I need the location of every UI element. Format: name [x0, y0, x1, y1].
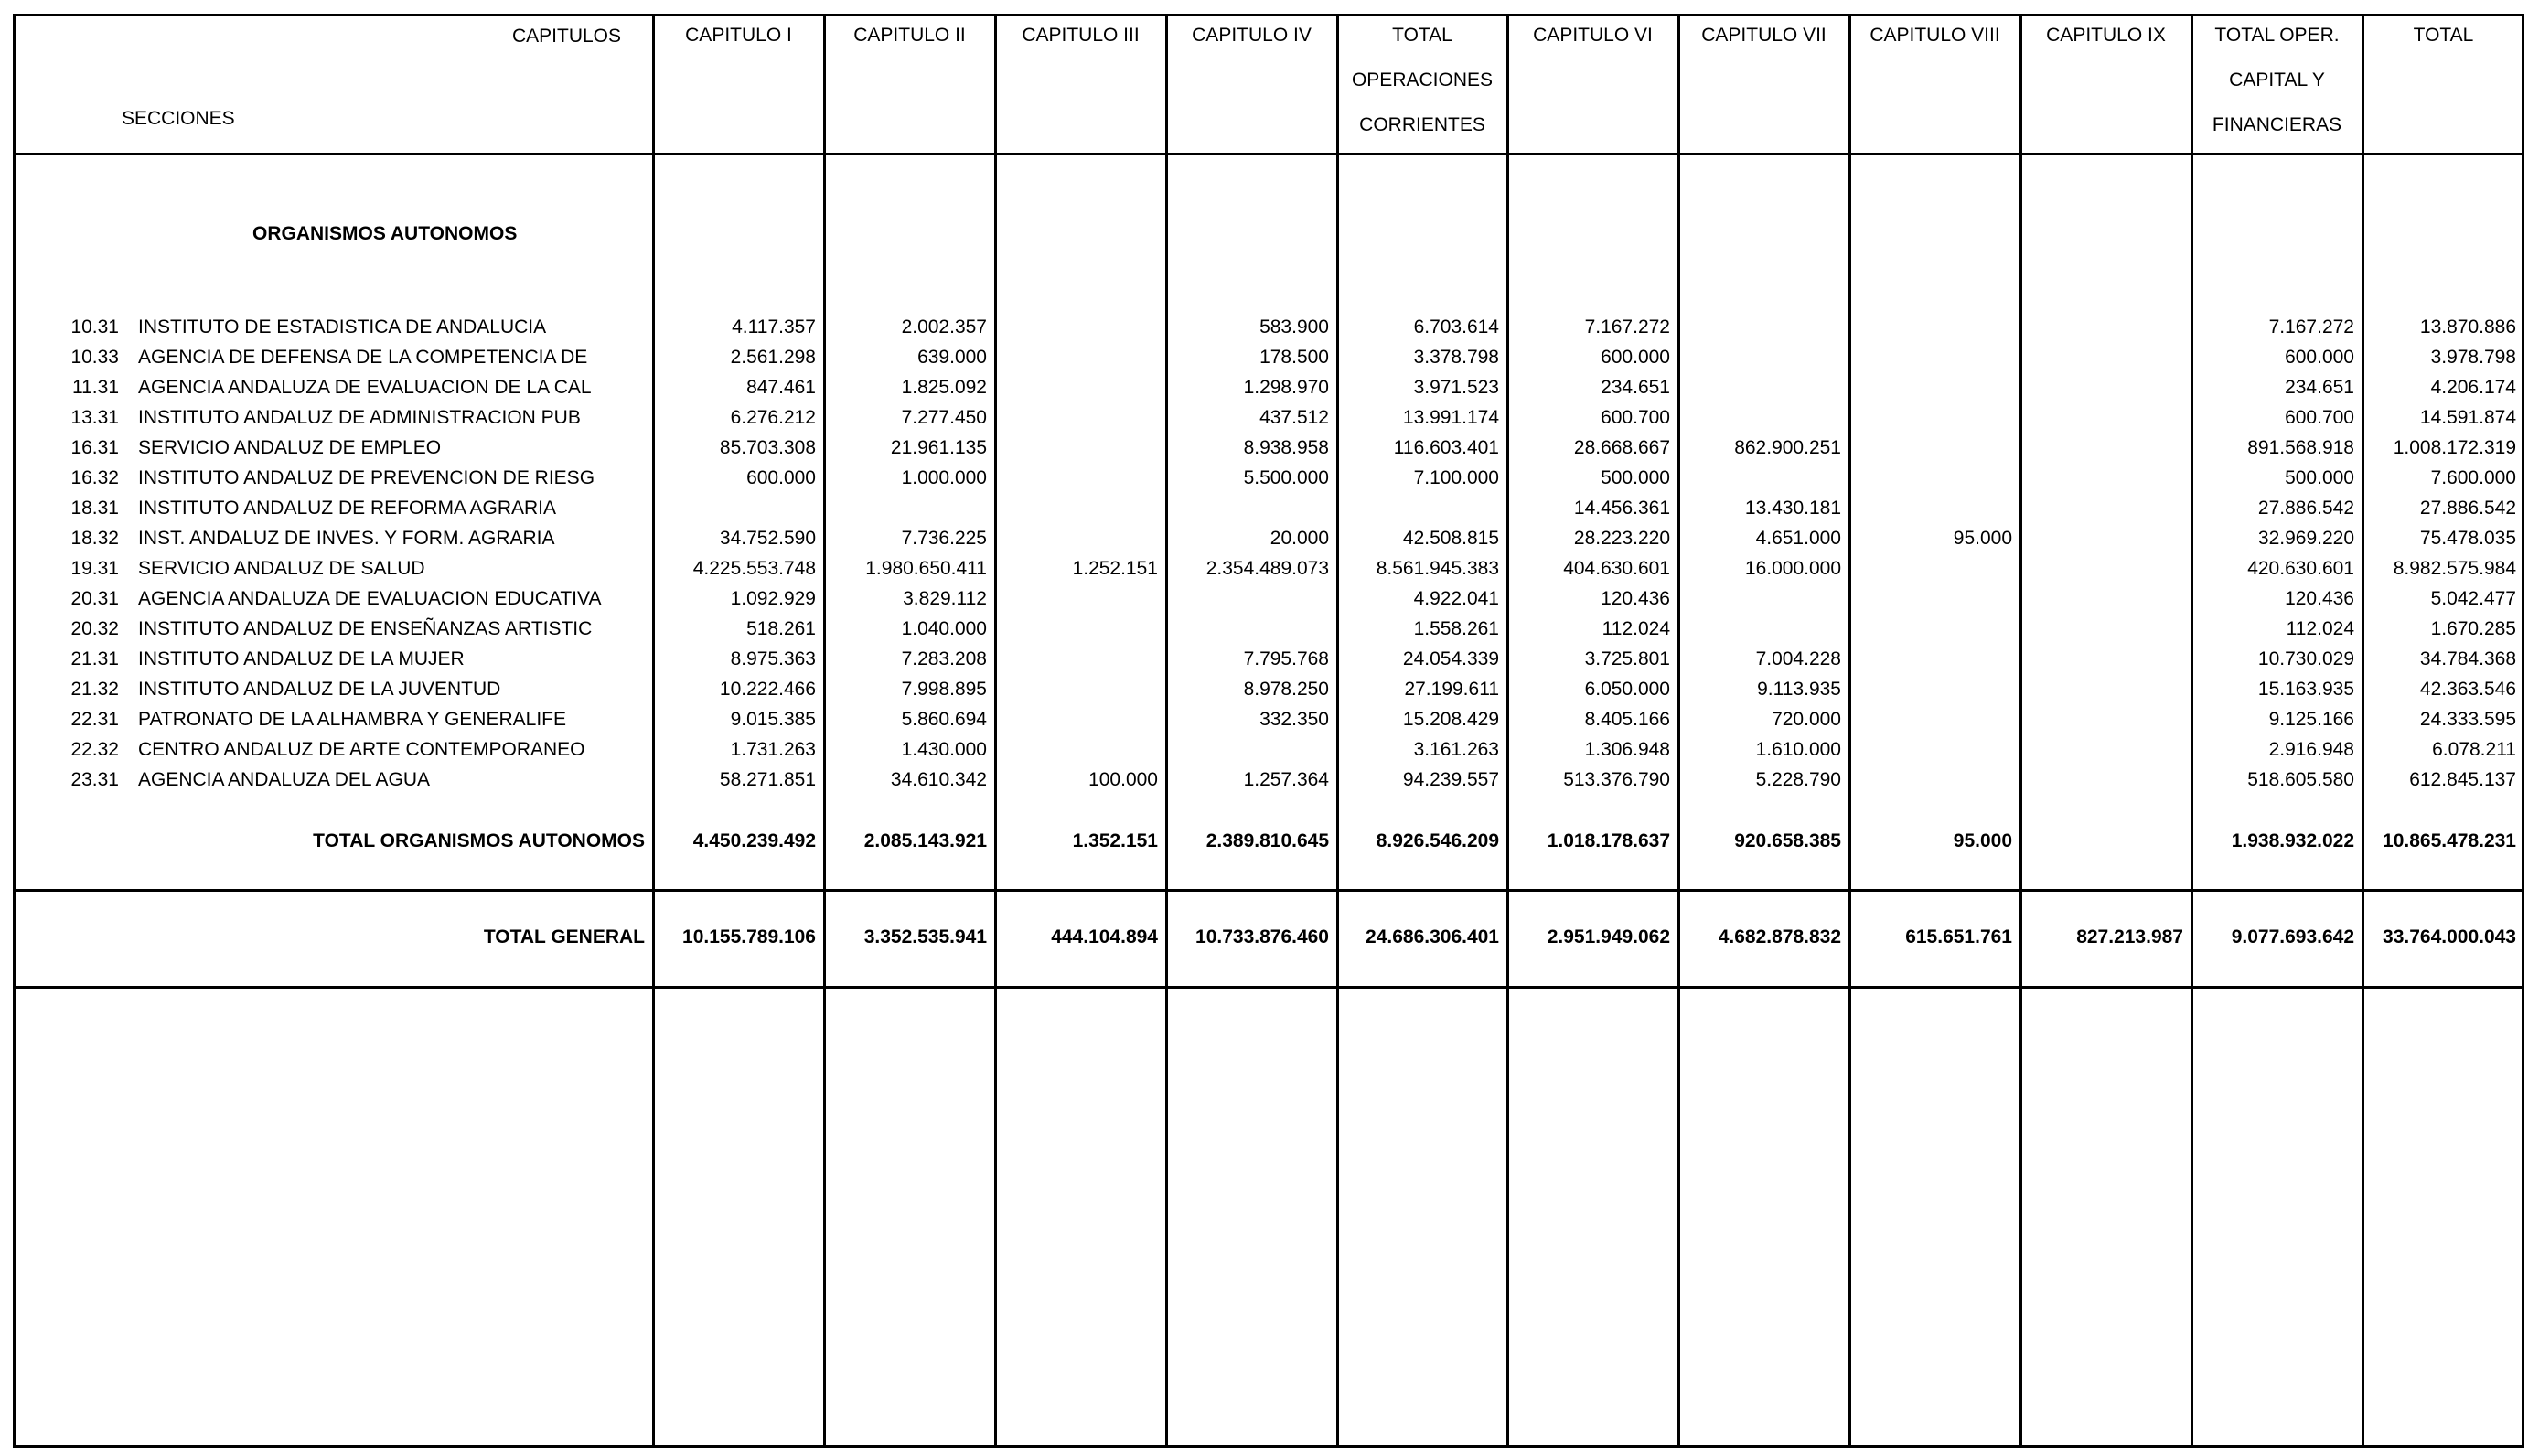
value-cell: 2.002.357 [901, 316, 987, 337]
value-cell: 5.042.477 [2430, 588, 2516, 609]
column-header-8: CAPITULO VIII [1869, 25, 2000, 46]
value-cell: 13.430.181 [1744, 498, 1841, 519]
value-cell: 2.916.948 [2268, 739, 2354, 760]
capitulos-header-label: CAPITULOS [512, 26, 622, 47]
value-cell: 120.436 [2285, 588, 2354, 609]
value-cell: 32.969.220 [2257, 528, 2354, 549]
total-organismos-label: TOTAL ORGANISMOS AUTONOMOS [313, 830, 645, 851]
value-cell: 3.378.798 [1413, 347, 1499, 368]
value-cell: 8.561.945.383 [1376, 558, 1499, 579]
value-cell: 1.092.929 [730, 588, 816, 609]
column-header-4: CAPITULO IV [1192, 25, 1312, 46]
value-cell: 500.000 [1601, 467, 1670, 488]
row-divider [13, 153, 2524, 155]
value-cell: 2.389.810.645 [1205, 830, 1329, 851]
value-cell: 94.239.557 [1402, 769, 1499, 790]
section-name: AGENCIA ANDALUZA DE EVALUACION EDUCATIVA [138, 588, 602, 609]
section-name: INSTITUTO ANDALUZ DE LA JUVENTUD [138, 679, 501, 700]
section-name: INSTITUTO ANDALUZ DE ENSEÑANZAS ARTISTIC [138, 618, 593, 639]
section-name: AGENCIA DE DEFENSA DE LA COMPETENCIA DE [138, 347, 588, 368]
value-cell: 420.630.601 [2247, 558, 2354, 579]
secciones-header-label: SECCIONES [122, 108, 235, 129]
value-cell: 112.024 [1602, 618, 1670, 639]
column-header-1: CAPITULO I [685, 25, 792, 46]
value-cell: 27.199.611 [1404, 679, 1499, 700]
value-cell: 24.686.306.401 [1366, 926, 1499, 947]
column-header-10: CAPITAL Y [2229, 70, 2325, 91]
value-cell: 7.795.768 [1243, 648, 1329, 669]
section-code: 16.32 [70, 467, 119, 488]
value-cell: 4.922.041 [1413, 588, 1499, 609]
value-cell: 583.900 [1259, 316, 1329, 337]
section-name: CENTRO ANDALUZ DE ARTE CONTEMPORANEO [138, 739, 585, 760]
value-cell: 7.167.272 [1584, 316, 1670, 337]
value-cell: 5.228.790 [1755, 769, 1841, 790]
column-header-5: CORRIENTES [1359, 114, 1485, 135]
value-cell: 3.829.112 [903, 588, 987, 609]
column-divider [823, 14, 826, 1448]
section-code: 16.31 [70, 437, 119, 458]
value-cell: 95.000 [1953, 830, 2012, 851]
value-cell: 6.703.614 [1413, 316, 1499, 337]
value-cell: 3.971.523 [1413, 377, 1499, 398]
value-cell: 1.306.948 [1584, 739, 1670, 760]
value-cell: 1.352.151 [1072, 830, 1158, 851]
section-code: 19.31 [70, 558, 119, 579]
section-code: 13.31 [70, 407, 119, 428]
value-cell: 891.568.918 [2247, 437, 2354, 458]
value-cell: 518.605.580 [2247, 769, 2354, 790]
section-name: SERVICIO ANDALUZ DE SALUD [138, 558, 425, 579]
section-code: 10.31 [70, 316, 119, 337]
total-general-label: TOTAL GENERAL [483, 926, 645, 947]
value-cell: 2.085.143.921 [863, 830, 987, 851]
value-cell: 3.725.801 [1584, 648, 1670, 669]
column-divider [1677, 14, 1680, 1448]
section-name: SERVICIO ANDALUZ DE EMPLEO [138, 437, 442, 458]
value-cell: 639.000 [917, 347, 987, 368]
section-name: INSTITUTO ANDALUZ DE ADMINISTRACION PUB [138, 407, 581, 428]
value-cell: 234.651 [2285, 377, 2354, 398]
column-header-9: CAPITULO IX [2046, 25, 2166, 46]
column-divider [1506, 14, 1509, 1448]
column-header-2: CAPITULO II [853, 25, 966, 46]
value-cell: 100.000 [1088, 769, 1158, 790]
section-name: INSTITUTO ANDALUZ DE LA MUJER [138, 648, 465, 669]
value-cell: 4.225.553.748 [692, 558, 816, 579]
section-code: 10.33 [70, 347, 119, 368]
value-cell: 9.113.935 [1757, 679, 1841, 700]
value-cell: 24.333.595 [2419, 709, 2516, 730]
column-divider [1165, 14, 1168, 1448]
value-cell: 10.155.789.106 [682, 926, 816, 947]
value-cell: 1.670.285 [2430, 618, 2516, 639]
section-name: INSTITUTO ANDALUZ DE REFORMA AGRARIA [138, 498, 557, 519]
section-code: 18.32 [70, 528, 119, 549]
value-cell: 27.886.542 [2419, 498, 2516, 519]
value-cell: 178.500 [1259, 347, 1329, 368]
column-header-5: TOTAL [1392, 25, 1452, 46]
value-cell: 13.870.886 [2419, 316, 2516, 337]
value-cell: 34.784.368 [2419, 648, 2516, 669]
value-cell: 8.926.546.209 [1376, 830, 1499, 851]
value-cell: 1.938.932.022 [2231, 830, 2354, 851]
section-code: 20.31 [70, 588, 119, 609]
value-cell: 3.161.263 [1413, 739, 1499, 760]
value-cell: 437.512 [1259, 407, 1329, 428]
column-divider [1848, 14, 1851, 1448]
section-name: INST. ANDALUZ DE INVES. Y FORM. AGRARIA [138, 528, 555, 549]
value-cell: 2.561.298 [730, 347, 816, 368]
value-cell: 1.040.000 [901, 618, 987, 639]
value-cell: 1.298.970 [1243, 377, 1329, 398]
section-code: 18.31 [70, 498, 119, 519]
column-header-5: OPERACIONES [1351, 70, 1494, 91]
section-code: 20.32 [70, 618, 119, 639]
value-cell: 42.508.815 [1402, 528, 1499, 549]
value-cell: 600.700 [1601, 407, 1670, 428]
value-cell: 720.000 [1772, 709, 1841, 730]
section-name: INSTITUTO DE ESTADISTICA DE ANDALUCIA [138, 316, 547, 337]
value-cell: 3.978.798 [2430, 347, 2516, 368]
value-cell: 4.206.174 [2430, 377, 2516, 398]
value-cell: 615.651.761 [1905, 926, 2012, 947]
section-title: ORGANISMOS AUTONOMOS [252, 223, 518, 244]
value-cell: 6.078.211 [2432, 739, 2516, 760]
value-cell: 6.276.212 [730, 407, 816, 428]
value-cell: 20.000 [1270, 528, 1329, 549]
value-cell: 1.430.000 [901, 739, 987, 760]
value-cell: 234.651 [1601, 377, 1670, 398]
value-cell: 42.363.546 [2419, 679, 2516, 700]
value-cell: 1.610.000 [1755, 739, 1841, 760]
value-cell: 4.450.239.492 [692, 830, 816, 851]
value-cell: 58.271.851 [719, 769, 816, 790]
value-cell: 10.730.029 [2257, 648, 2354, 669]
value-cell: 7.004.228 [1755, 648, 1841, 669]
value-cell: 8.405.166 [1584, 709, 1670, 730]
value-cell: 5.500.000 [1243, 467, 1329, 488]
value-cell: 332.350 [1259, 709, 1329, 730]
value-cell: 8.938.958 [1243, 437, 1329, 458]
column-divider [1336, 14, 1339, 1448]
column-header-11: TOTAL [2413, 25, 2474, 46]
value-cell: 3.352.535.941 [863, 926, 987, 947]
value-cell: 1.558.261 [1413, 618, 1499, 639]
section-code: 23.31 [70, 769, 119, 790]
value-cell: 9.077.693.642 [2231, 926, 2354, 947]
value-cell: 1.008.172.319 [2393, 437, 2516, 458]
column-divider [2191, 14, 2193, 1448]
value-cell: 33.764.000.043 [2383, 926, 2516, 947]
value-cell: 85.703.308 [719, 437, 816, 458]
section-code: 21.32 [70, 679, 119, 700]
value-cell: 14.456.361 [1573, 498, 1670, 519]
value-cell: 7.600.000 [2430, 467, 2516, 488]
value-cell: 1.252.151 [1072, 558, 1158, 579]
value-cell: 1.731.263 [730, 739, 816, 760]
section-name: AGENCIA ANDALUZA DE EVALUACION DE LA CAL [138, 377, 592, 398]
value-cell: 4.682.878.832 [1718, 926, 1841, 947]
column-divider [652, 14, 655, 1448]
value-cell: 500.000 [2285, 467, 2354, 488]
value-cell: 28.223.220 [1573, 528, 1670, 549]
column-header-10: TOTAL OPER. [2214, 25, 2340, 46]
value-cell: 95.000 [1953, 528, 2012, 549]
value-cell: 612.845.137 [2409, 769, 2516, 790]
column-header-3: CAPITULO III [1022, 25, 1140, 46]
value-cell: 14.591.874 [2419, 407, 2516, 428]
value-cell: 10.222.466 [719, 679, 816, 700]
value-cell: 4.651.000 [1755, 528, 1841, 549]
value-cell: 6.050.000 [1584, 679, 1670, 700]
value-cell: 112.024 [2286, 618, 2354, 639]
column-header-7: CAPITULO VII [1701, 25, 1827, 46]
value-cell: 2.951.949.062 [1547, 926, 1670, 947]
value-cell: 1.980.650.411 [865, 558, 987, 579]
value-cell: 9.125.166 [2268, 709, 2354, 730]
column-divider [994, 14, 997, 1448]
value-cell: 21.961.135 [890, 437, 987, 458]
value-cell: 7.998.895 [901, 679, 987, 700]
section-code: 22.31 [70, 709, 119, 730]
value-cell: 827.213.987 [2076, 926, 2183, 947]
value-cell: 404.630.601 [1563, 558, 1670, 579]
value-cell: 8.978.250 [1243, 679, 1329, 700]
section-name: PATRONATO DE LA ALHAMBRA Y GENERALIFE [138, 709, 566, 730]
value-cell: 24.054.339 [1402, 648, 1499, 669]
value-cell: 1.257.364 [1243, 769, 1329, 790]
section-name: AGENCIA ANDALUZA DEL AGUA [138, 769, 430, 790]
value-cell: 513.376.790 [1563, 769, 1670, 790]
value-cell: 7.100.000 [1413, 467, 1499, 488]
value-cell: 116.603.401 [1393, 437, 1499, 458]
value-cell: 600.000 [746, 467, 816, 488]
value-cell: 8.982.575.984 [2393, 558, 2516, 579]
value-cell: 862.900.251 [1734, 437, 1841, 458]
section-code: 11.31 [72, 377, 119, 398]
value-cell: 13.991.174 [1402, 407, 1499, 428]
value-cell: 600.000 [1601, 347, 1670, 368]
value-cell: 10.865.478.231 [2383, 830, 2516, 851]
value-cell: 16.000.000 [1744, 558, 1841, 579]
value-cell: 34.752.590 [719, 528, 816, 549]
column-header-10: FINANCIERAS [2212, 114, 2342, 135]
value-cell: 5.860.694 [901, 709, 987, 730]
row-divider [13, 986, 2524, 989]
column-divider [2019, 14, 2022, 1448]
column-header-6: CAPITULO VI [1533, 25, 1653, 46]
value-cell: 444.104.894 [1051, 926, 1158, 947]
value-cell: 8.975.363 [730, 648, 816, 669]
value-cell: 1.018.178.637 [1547, 830, 1670, 851]
value-cell: 4.117.357 [732, 316, 816, 337]
value-cell: 600.700 [2285, 407, 2354, 428]
value-cell: 847.461 [746, 377, 816, 398]
row-divider [13, 889, 2524, 892]
value-cell: 27.886.542 [2257, 498, 2354, 519]
value-cell: 7.277.450 [901, 407, 987, 428]
value-cell: 7.283.208 [901, 648, 987, 669]
section-code: 22.32 [70, 739, 119, 760]
value-cell: 10.733.876.460 [1195, 926, 1329, 947]
value-cell: 920.658.385 [1734, 830, 1841, 851]
value-cell: 120.436 [1601, 588, 1670, 609]
value-cell: 15.163.935 [2257, 679, 2354, 700]
value-cell: 1.000.000 [901, 467, 987, 488]
value-cell: 600.000 [2285, 347, 2354, 368]
column-divider [2362, 14, 2364, 1448]
value-cell: 2.354.489.073 [1205, 558, 1329, 579]
value-cell: 28.668.667 [1573, 437, 1670, 458]
value-cell: 7.736.225 [901, 528, 987, 549]
value-cell: 1.825.092 [901, 377, 987, 398]
value-cell: 75.478.035 [2419, 528, 2516, 549]
section-code: 21.31 [70, 648, 119, 669]
value-cell: 9.015.385 [730, 709, 816, 730]
value-cell: 7.167.272 [2268, 316, 2354, 337]
value-cell: 15.208.429 [1402, 709, 1499, 730]
section-name: INSTITUTO ANDALUZ DE PREVENCION DE RIESG [138, 467, 595, 488]
value-cell: 34.610.342 [890, 769, 987, 790]
value-cell: 518.261 [746, 618, 816, 639]
